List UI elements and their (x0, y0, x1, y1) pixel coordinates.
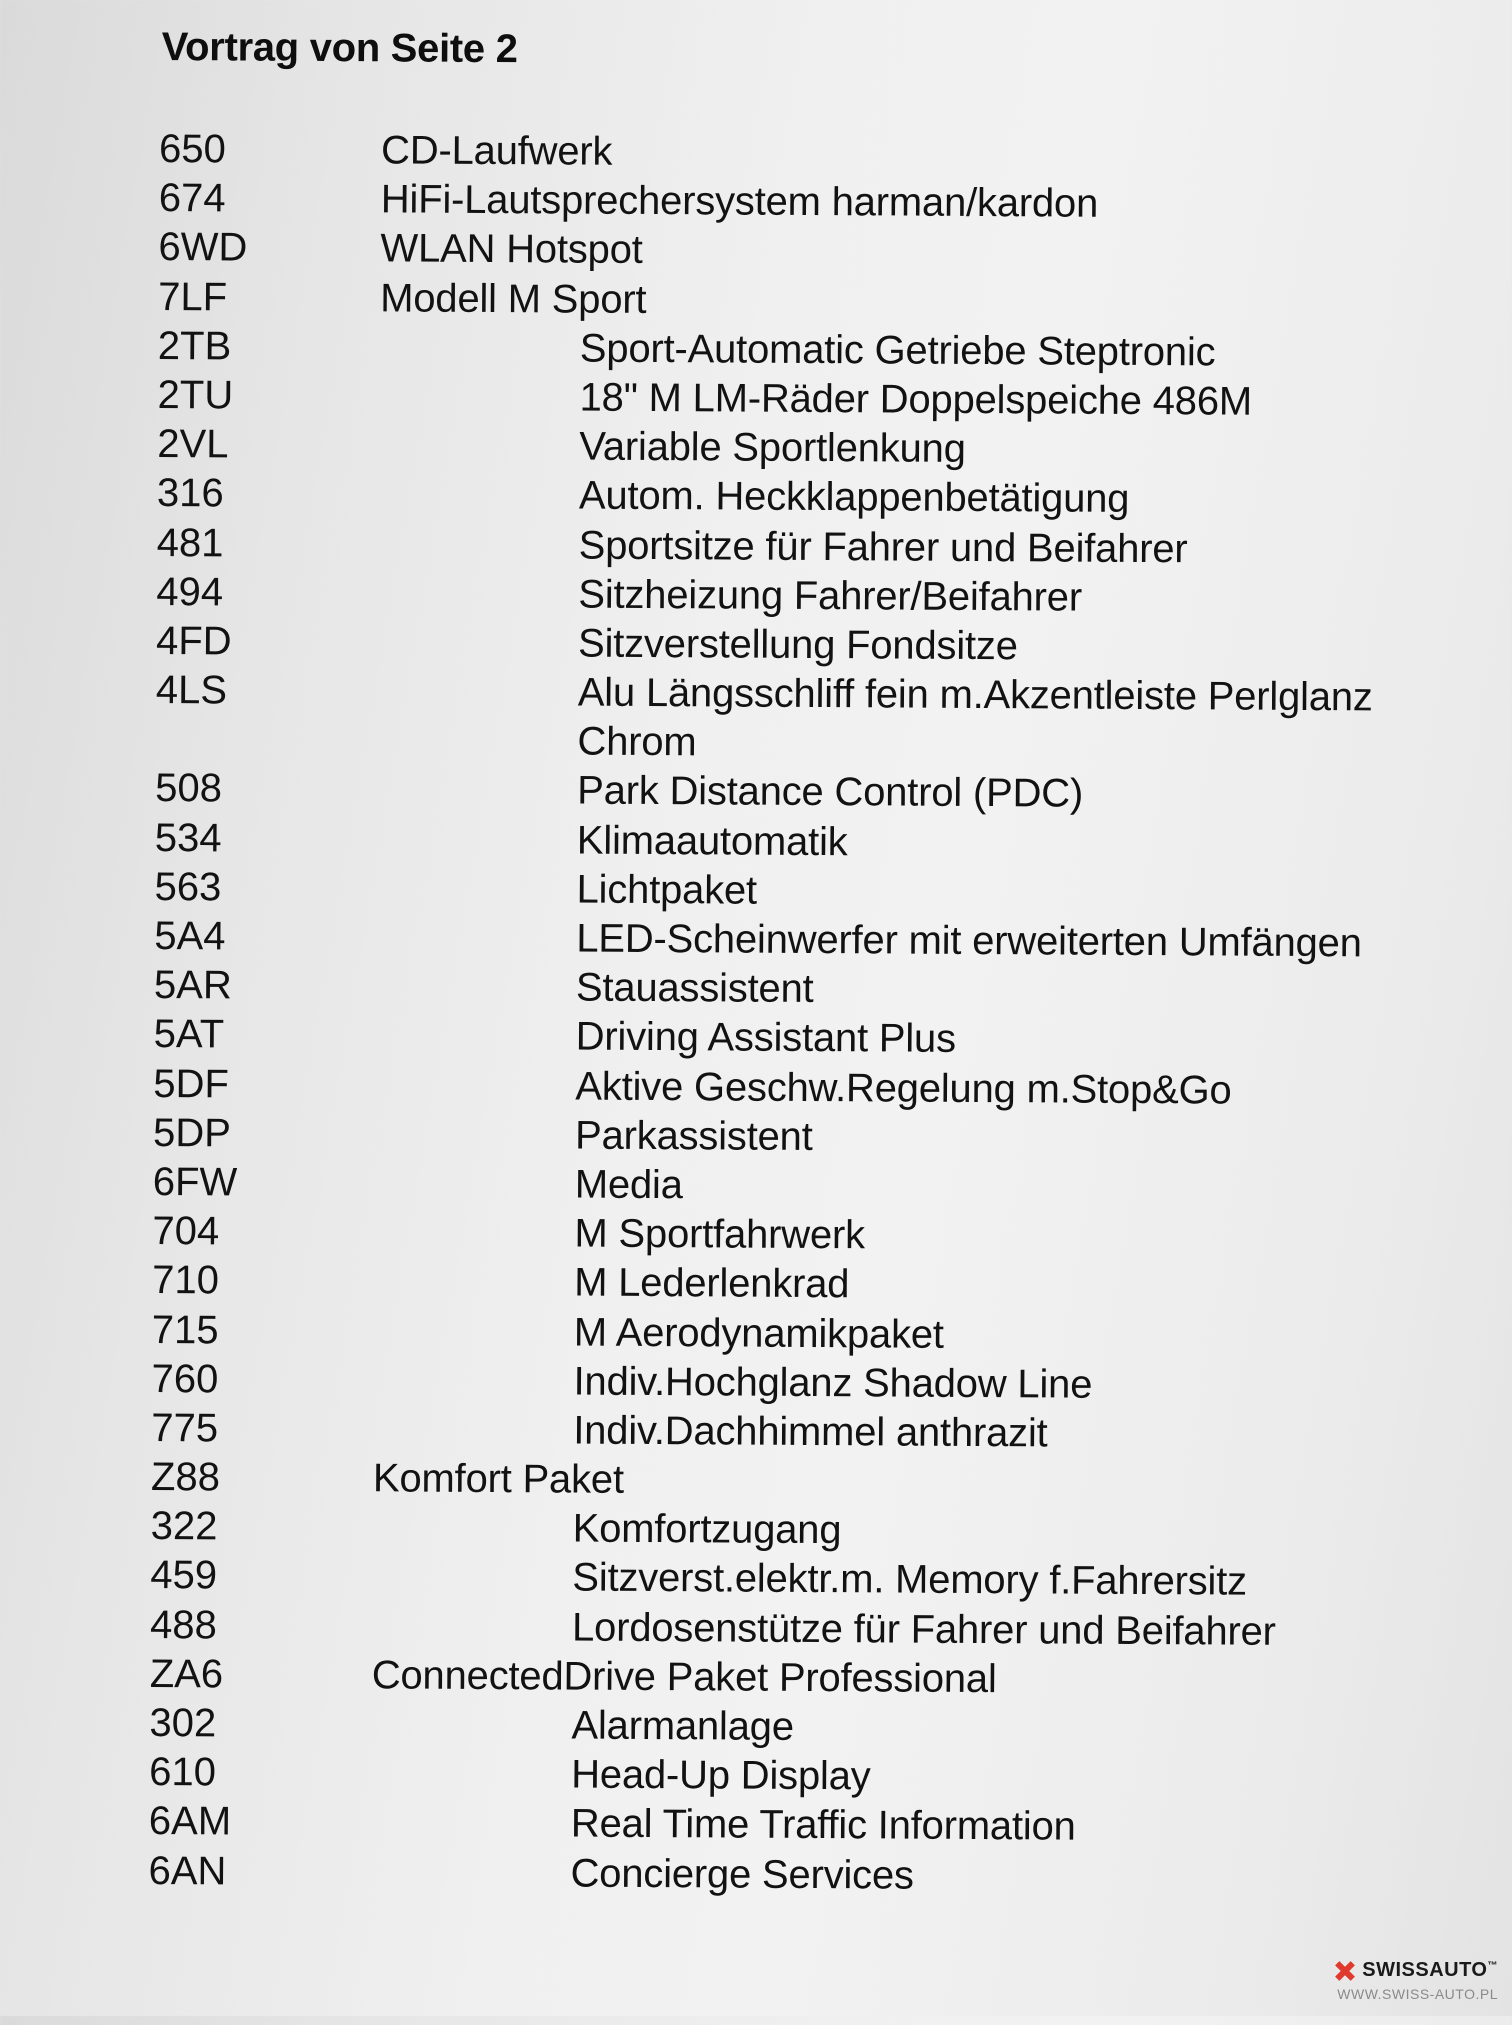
option-description: Concierge Services (570, 1851, 914, 1898)
option-description: Media (574, 1162, 683, 1208)
option-code: 6FW (152, 1159, 238, 1205)
option-code: 6WD (158, 225, 248, 270)
option-code: 563 (154, 864, 222, 910)
list-item (0, 665, 1508, 773)
option-description: Modell M Sport (380, 275, 647, 322)
option-description: Park Distance Control (PDC) (577, 768, 1084, 817)
option-code: 508 (155, 766, 223, 811)
option-code: 5DP (152, 1110, 232, 1156)
option-code: 775 (151, 1405, 219, 1451)
option-description: Klimaautomatik (576, 818, 848, 864)
option-description: Komfort Paket (372, 1456, 624, 1502)
option-code: 5AT (153, 1012, 225, 1057)
equipment-list (0, 124, 1511, 1904)
option-description: Sitzverst.elektr.m. Memory f.Fahrersitz (572, 1555, 1248, 1605)
option-description: Alarmanlage (571, 1703, 794, 1749)
option-code: 5DF (153, 1061, 230, 1106)
option-description: WLAN Hotspot (380, 226, 643, 273)
option-code: 2TB (157, 323, 232, 369)
option-code: 4FD (155, 618, 232, 664)
option-code: 534 (154, 815, 222, 861)
option-code: 610 (149, 1750, 217, 1795)
option-description: Sitzverstellung Fondsitze (577, 621, 1018, 669)
red-cross-icon (1334, 1960, 1356, 1982)
option-description: CD-Laufwerk (380, 128, 613, 174)
trademark-sign: ™ (1487, 1960, 1498, 1972)
option-description: LED-Scheinwerfer mit erweiterten Umfängen (576, 916, 1362, 966)
option-description: ConnectedDrive Paket Professional (371, 1653, 997, 1701)
option-description: Parkassistent (574, 1113, 813, 1159)
option-code: 650 (158, 126, 226, 172)
option-description: Indiv.Hochglanz Shadow Line (573, 1359, 1093, 1407)
option-code: 488 (149, 1602, 217, 1647)
option-description: M Aerodynamikpaket (573, 1310, 944, 1357)
watermark-logo (1298, 1959, 1498, 2002)
option-code: 5A4 (154, 913, 226, 959)
option-description: Driving Assistant Plus (575, 1014, 957, 1062)
option-description: Stauassistent (575, 965, 814, 1012)
option-description: Autom. Heckklappenbetätigung (578, 473, 1130, 522)
option-code: ZA6 (149, 1651, 224, 1697)
option-code: 715 (151, 1307, 219, 1352)
option-description: Real Time Traffic Information (570, 1801, 1076, 1849)
option-description: Head-Up Display (571, 1752, 871, 1799)
option-code: 6AN (148, 1848, 227, 1893)
option-description: Aktive Geschw.Regelung m.Stop&Go (575, 1064, 1232, 1113)
option-code: 7LF (158, 274, 228, 319)
option-description: Indiv.Dachhimmel anthrazit (573, 1408, 1048, 1456)
option-code: 674 (158, 176, 226, 221)
option-code: 322 (150, 1504, 218, 1549)
option-description: Alu Längsschliff fein m.Akzentleiste Perlglanz Chrom (577, 670, 1373, 765)
option-code: 459 (150, 1553, 218, 1598)
option-description: 18" M LM-Räder Doppelspeiche 486M (579, 375, 1253, 424)
brand-name: SWISSAUTO™ (1362, 1959, 1498, 1981)
option-code: 2VL (157, 422, 229, 467)
option-code: 2TU (157, 372, 234, 418)
option-code: 710 (152, 1258, 220, 1303)
option-code: Z88 (150, 1455, 221, 1500)
option-description: M Lederlenkrad (574, 1260, 850, 1307)
option-code: 6AM (148, 1799, 232, 1844)
list-item (0, 1846, 1501, 1904)
option-description: Lichtpaket (576, 867, 758, 913)
option-code: 302 (149, 1700, 217, 1746)
option-code: 760 (151, 1356, 219, 1402)
brand-url: WWW.SWISS-AUTO.PL (1337, 1986, 1498, 2002)
option-description: HiFi-Lautsprechersystem harman/kardon (380, 177, 1099, 226)
option-description: M Sportfahrwerk (574, 1211, 866, 1258)
option-code: 494 (156, 569, 224, 615)
option-code: 4LS (155, 668, 228, 713)
option-code: 704 (152, 1209, 220, 1254)
option-description: Lordosenstütze für Fahrer und Beifahrer (571, 1605, 1276, 1654)
option-code: 481 (156, 520, 224, 565)
page-heading: Vortrag von Seite 2 (161, 24, 518, 72)
option-code: 5AR (153, 963, 232, 1008)
option-description: Komfortzugang (572, 1506, 842, 1553)
option-description: Variable Sportlenkung (579, 424, 966, 472)
option-description: Sitzheizung Fahrer/Beifahrer (578, 572, 1083, 620)
option-code: 316 (156, 471, 224, 516)
option-description: Sportsitze für Fahrer und Beifahrer (578, 523, 1188, 571)
option-description: Sport-Automatic Getriebe Steptronic (579, 326, 1216, 375)
